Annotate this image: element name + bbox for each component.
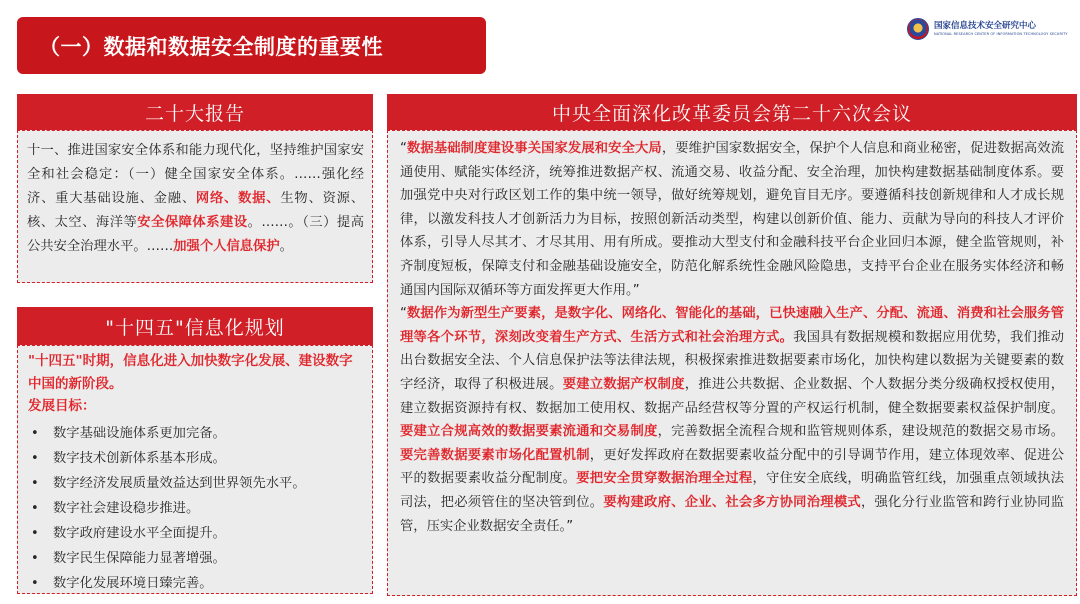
highlight-text: 要构建政府、企业、社会多方协同治理模式	[603, 494, 861, 510]
report-panel-body	[17, 130, 373, 283]
slide-title-text: （一）数据和数据安全制度的重要性	[39, 34, 383, 59]
emblem-icon	[907, 18, 929, 40]
highlight-text: 加强个人信息保护	[173, 239, 280, 254]
goal-item: • 数字技术创新体系基本形成。	[28, 446, 364, 471]
logo-text	[934, 22, 1068, 36]
highlight-text: 安全保障体系建设	[137, 215, 248, 230]
highlight-text: 要建立合规高效的数据要素流通和交易制度	[400, 424, 658, 440]
goal-item: • 数字政府建设水平全面提升。	[28, 521, 364, 546]
body-text: 。……。（三）提高公共安全治理水平。……	[27, 215, 364, 254]
body-text: “	[400, 306, 407, 322]
body-text: 十一、推进国家安全体系和能力现代化，坚持维护国家安全和社会稳定：（一）健全国家安全体系。……强化经济、重大基础设施、金融、	[27, 143, 364, 206]
plan-panel	[17, 307, 373, 594]
report-text	[27, 139, 364, 259]
logo-en: NATIONAL RESEARCH CENTER OF INFORMATION TECHNOLOGY SECURITY	[934, 31, 1068, 36]
body-text: ，强化分行业监管和跨行业协同监管，压实企业数据安全责任。”	[400, 494, 1065, 534]
plan-goals-label: 发展目标：	[28, 398, 96, 414]
goal-item: • 数字民生保障能力显著增强。	[28, 546, 364, 571]
highlight-text: 网络、数据、	[195, 191, 281, 206]
body-text: ，更好发挥政府在数据要素收益分配中的引导调节作用，建立体现效率、促进公平的数据要素收益分配制度。	[400, 447, 1065, 487]
highlight-text: 数据基础制度建设事关国家发展和安全大局	[406, 141, 662, 156]
goal-item: • 数字基础设施体系更加完备。	[28, 421, 364, 446]
goal-item: • 数字化发展环境日臻完善。	[28, 571, 364, 596]
slide-title	[17, 17, 486, 74]
body-text: ，推进公共数据、企业数据、个人数据分类分级确权授权使用，建立数据资源持有权、数据加工使用权、数据产品经营权等分置的产权运行机制，健全数据要素权益保护制度。	[400, 376, 1065, 416]
goal-item: • 数字经济发展质量效益达到世界领先水平。	[28, 471, 364, 496]
meeting-panel-title: 中央全面深化改革委员会第二十六次会议	[387, 94, 1077, 130]
report-panel-title: 二十大报告	[17, 94, 373, 130]
body-text: “	[400, 141, 407, 156]
body-text: 。	[279, 239, 293, 254]
logo-cn: 国家信息技术安全研究中心	[934, 21, 1037, 31]
highlight-text: 要完善数据要素市场化配置机制	[400, 447, 590, 463]
body-text: 我国具有数据规模和数据应用优势，我们推动出台数据安全法、个人信息保护法等法律法规，积极探索推进数据要素市场化，加快构建以数据为关键要素的数字经济，取得了积极进展。	[400, 329, 1065, 392]
meeting-panel	[387, 94, 1077, 596]
body-text: 生物、资源、核、太空、海洋等	[27, 191, 365, 230]
meeting-quote-1	[400, 137, 1064, 302]
body-text: ，完善数据全流程合规和监管规则体系，建设规范的数据交易市场。	[657, 424, 1065, 440]
body-text: ，守住安全底线，明确监管红线，加强重点领域执法司法，把必须管住的坚决管到位。	[400, 471, 1065, 510]
meeting-panel-body	[387, 130, 1077, 596]
highlight-text: 数据作为新型生产要素，是数字化、网络化、智能化的基础，已快速融入生产、分配、流通、消费和社会服务管理等各个环节，深刻改变着生产方式、生活方式和社会治理方式。	[400, 306, 1064, 345]
goal-item: • 数字社会建设稳步推进。	[28, 496, 364, 521]
report-panel	[17, 94, 373, 289]
org-logo	[907, 18, 1067, 40]
highlight-text: 要把安全贯穿数据治理全过程	[576, 471, 753, 487]
plan-panel-title: "十四五"信息化规划	[17, 307, 373, 345]
plan-goals-list	[28, 421, 364, 596]
body-text: ，要维护国家数据安全，保护个人信息和商业秘密，促进数据高效流通使用、赋能实体经济，统筹推进数据产权、流通交易、收益分配、安全治理，加快构建数据基础制度体系。要加强党中央对行政区划工作的集中统一领导，做好统筹规划，避免盲目无序。要遵循科技创新规律和人才成长规律，以激发科技人才创新活力为目标，按照创新活动类型，构建以创新价值、能力、贡献为导向的科技人才评价体系，引导人尽其才、才尽其用、用有所成。要推动大型支付和金融科技平台企业回归本源，健全监管规则，补齐制度短板，保障支付和金融基础设施安全，防范化解系统性金融风险隐患，支持平台企业在服务实体经济和畅通国内国际双循环等方面发挥更大作用。”	[400, 141, 1065, 298]
meeting-quote-2	[400, 302, 1064, 538]
highlight-text: 要建立数据产权制度	[562, 376, 685, 392]
plan-lead: "十四五"时期，信息化进入加快数字化发展、建设数字中国的新阶段。	[28, 353, 353, 392]
plan-panel-body	[17, 345, 373, 594]
